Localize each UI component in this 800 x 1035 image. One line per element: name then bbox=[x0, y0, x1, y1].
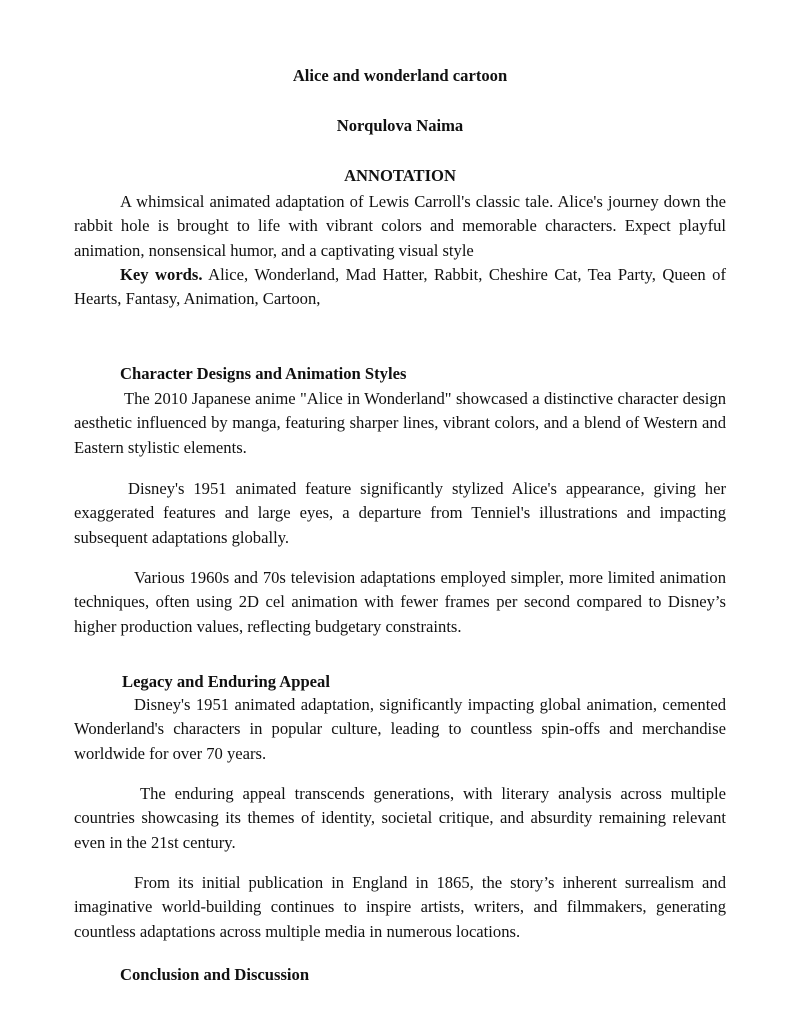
document-title: Alice and wonderland cartoon bbox=[292, 66, 508, 85]
keywords-paragraph bbox=[74, 263, 726, 312]
section-paragraph: Various 1960s and 70s television adaptations employed simpler, more limited animation techniques, often using 2D cel animation with fewer frames per second compared to Disney’s higher production values, reflecting budgetary constraints. bbox=[74, 568, 726, 636]
section-paragraph: The 2010 Japanese anime "Alice in Wonderland" showcased a distinctive character design aesthetic influenced by manga, featuring sharper lines, vibrant colors, and a blend of Western and Eastern stylistic elements. bbox=[74, 389, 726, 457]
keywords-label: Key words. bbox=[120, 265, 203, 284]
section-paragraph: Disney's 1951 animated adaptation, significantly impacting global animation, cemented Wonderland's characters in popular culture, leading to countless spin-offs and merchandise worldwide for over 70 years. bbox=[74, 695, 726, 763]
section-paragraph: The enduring appeal transcends generations, with literary analysis across multiple countries showcasing its themes of identity, societal critique, and absurdity remaining relevant even in the 21st century. bbox=[74, 784, 726, 852]
keywords-list: Alice, Wonderland, Mad Hatter, Rabbit, Cheshire Cat, Tea Party, Queen of Hearts, Fantasy, Animation, Cartoon, bbox=[74, 265, 726, 309]
annotation-paragraph: A whimsical animated adaptation of Lewis Carroll's classic tale. Alice's journey down the rabbit hole is brought to life with vibrant colors and memorable characters. Expect playful animation, nonsensical humor, and a captivating visual style bbox=[74, 192, 726, 260]
section-heading-legacy: Legacy and Enduring Appeal bbox=[122, 672, 330, 691]
author-name: Norqulova Naima bbox=[336, 116, 464, 135]
section-heading-character-designs: Character Designs and Animation Styles bbox=[120, 364, 407, 383]
annotation-heading: ANNOTATION bbox=[344, 166, 456, 185]
section-heading-conclusion: Conclusion and Discussion bbox=[120, 965, 310, 984]
section-paragraph: Disney's 1951 animated feature significantly stylized Alice's appearance, giving her exaggerated features and large eyes, a departure from Tenniel's illustrations and impacting subsequent adaptations globally. bbox=[74, 479, 726, 547]
section-paragraph: From its initial publication in England in 1865, the story’s inherent surrealism and imaginative world-building continues to inspire artists, writers, and filmmakers, generating countless adaptations across multiple media in numerous locations. bbox=[74, 873, 726, 941]
